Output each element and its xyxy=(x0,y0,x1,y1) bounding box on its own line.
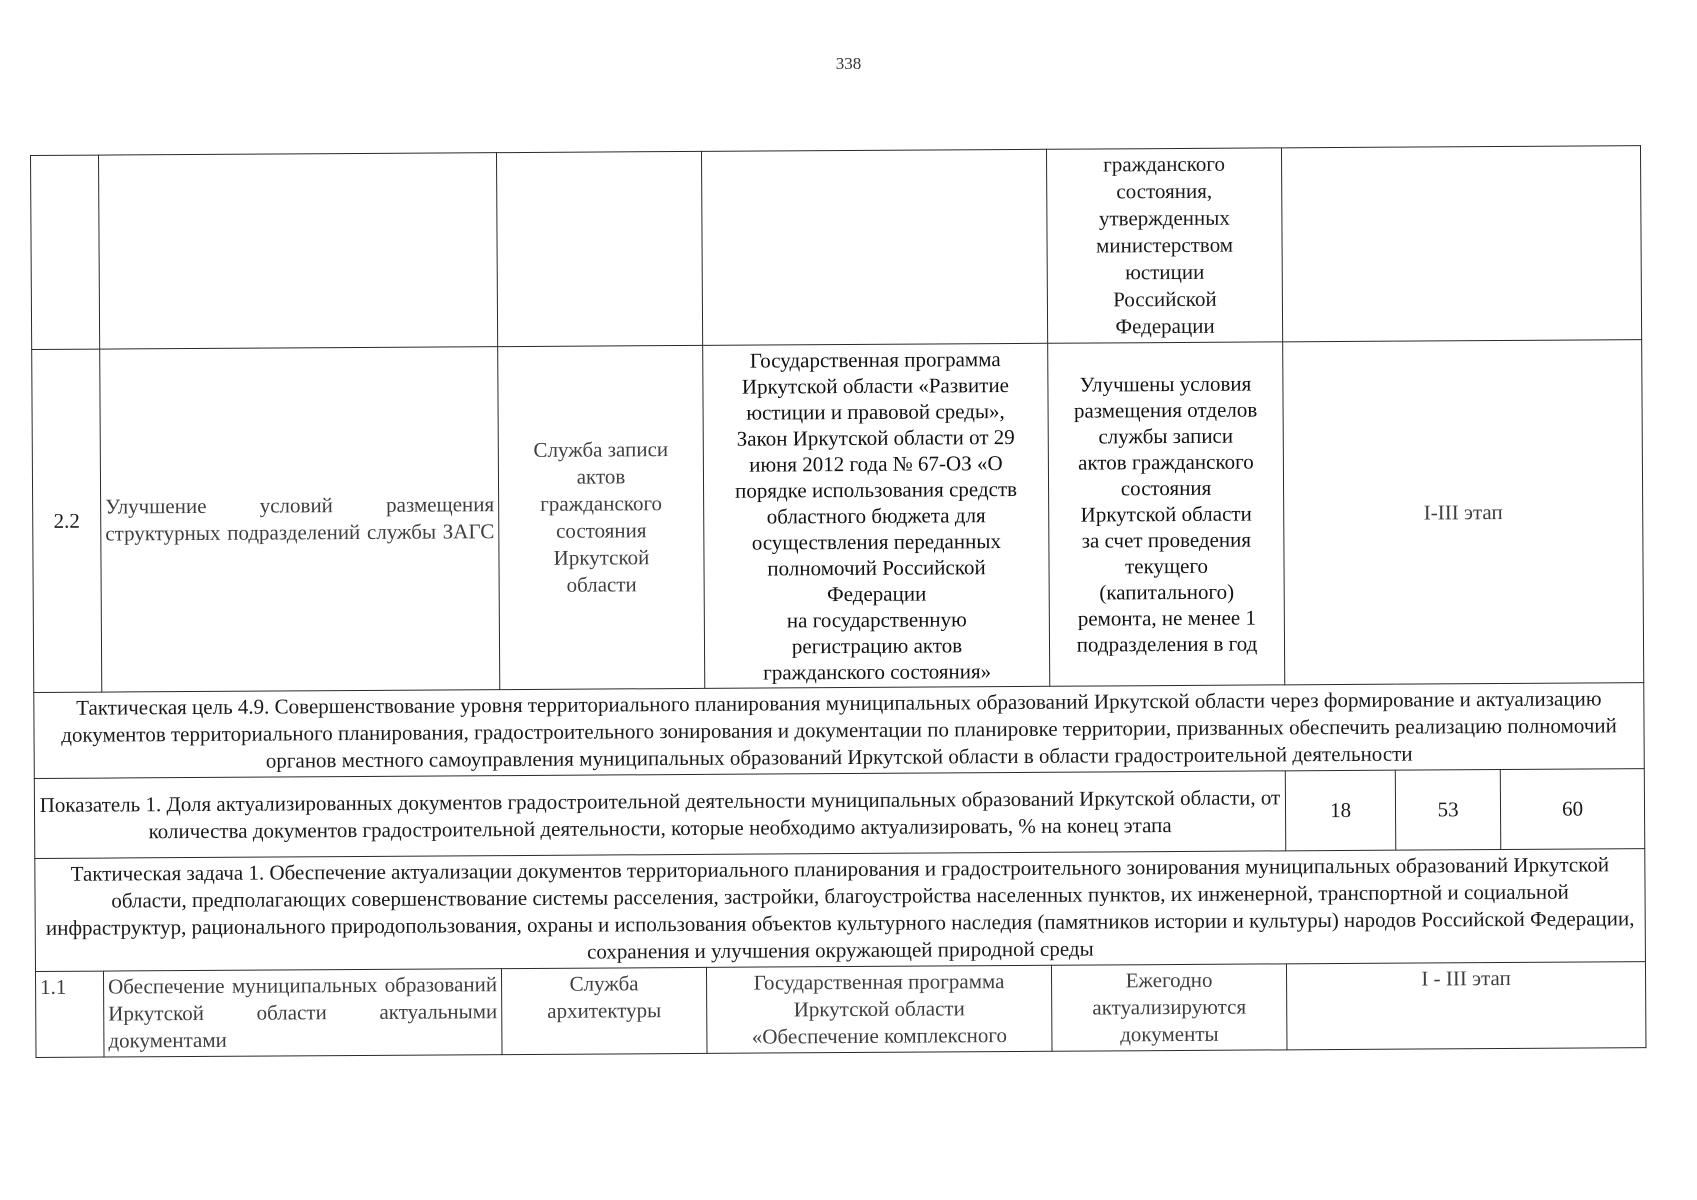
table-row-1-1 xyxy=(35,962,1645,1058)
cell-name-empty xyxy=(99,153,498,349)
indicator-value-stage-1: 18 xyxy=(1285,770,1395,851)
tactical-task: Тактическая задача 1. Обеспечение актуализации документов территориального планирования и градостроительного зонирования муниципальных образований Иркутской области, предполагающих совершенствование системы расселения, застройки, благоустройства населенных пунктов, их инженерной, транспортной и социальной инфраструктур, рационального природопользования, охраны и использования объектов культурного наследия (памятников истории и культуры) народов Российской Федерации, сохранения и улучшения окружающей природной среды xyxy=(35,849,1646,972)
table-row-2-2 xyxy=(32,340,1644,693)
indicator-text: Показатель 1. Доля актуализированных документов градостроительной деятельности муниципальных образований Иркутской области, от количества документов градостроительной деятельности, которые необходимо актуализировать, % на конец этапа xyxy=(34,771,1285,859)
stage: I - III этап xyxy=(1286,962,1646,1050)
expected-result: Улучшены условия размещения отделов службы записи актов гражданского состояния Иркутской области за счет проведения текущего (капитального) ремонта, не менее 1 подразделения в год xyxy=(1048,342,1285,686)
measure-name: Обеспечение муниципальных образований Иркутской области актуальными документами xyxy=(103,969,502,1057)
legal-basis: Государственная программа Иркутской области «Развитие юстиции и правовой среды», Закон Иркутской области от 29 июня 2012 года № 67-ОЗ «О порядке использования средств областного бюджета для осуществления переданных полномочий Российской Федерации на государственную регистрацию актов гражданского состояния» xyxy=(703,343,1050,688)
page-number: 338 xyxy=(835,54,862,73)
tactical-goal: Тактическая цель 4.9. Совершенствование уровня территориального планирования муниципальных образований Иркутской области через формирование и актуализацию документов территориального планирования, градостроительного зонирования и документации по планировке территории, призванных обеспечить реализацию полномочий органов местного самоуправления муниципальных образований Иркутской области в области градостроительной деятельности xyxy=(34,683,1644,779)
executor: Служба архитектуры xyxy=(501,967,707,1054)
tactical-goal-row xyxy=(34,683,1644,779)
measures-table xyxy=(30,145,1646,1058)
indicator-row xyxy=(34,769,1644,859)
tactical-task-row xyxy=(35,849,1646,972)
expected-result: Ежегодно актуализируются документы xyxy=(1051,964,1287,1051)
stage: I-III этап xyxy=(1283,340,1644,685)
cell-stage-empty xyxy=(1281,146,1641,342)
cell-basis-empty xyxy=(701,149,1047,345)
executor: Служба записи актов гражданского состояния Иркутской области xyxy=(498,345,705,689)
continued-row xyxy=(31,146,1642,350)
row-number: 1.1 xyxy=(35,971,104,1057)
measure-name: Улучшение условий размещения структурных подразделений службы ЗАГС xyxy=(100,347,500,692)
indicator-value-stage-2: 53 xyxy=(1395,770,1500,851)
legal-basis: Государственная программа Иркутской области «Обеспечение комплексного xyxy=(706,965,1052,1053)
cell-result-continued: гражданского состояния, утвержденных министерством юстиции Российской Федерации xyxy=(1046,148,1282,343)
cell-executor-empty xyxy=(496,151,702,346)
row-number: 2.2 xyxy=(32,349,102,692)
indicator-value-stage-3: 60 xyxy=(1500,769,1644,850)
cell-num-empty xyxy=(31,155,100,349)
